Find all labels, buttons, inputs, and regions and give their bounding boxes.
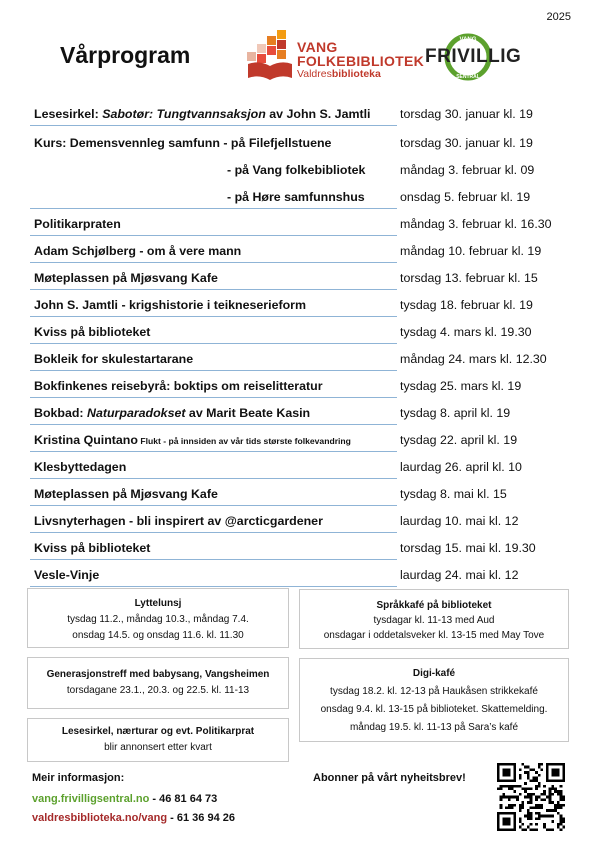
qr-module [535, 804, 538, 807]
qr-module [551, 793, 554, 796]
event-title [34, 433, 351, 447]
qr-module [527, 801, 530, 804]
qr-module [557, 826, 560, 829]
qr-module [530, 798, 533, 801]
qr-module [546, 828, 549, 831]
qr-module [546, 815, 549, 818]
qr-module [560, 785, 563, 788]
qr-module [557, 823, 560, 826]
qr-module [519, 809, 522, 812]
event-row [30, 560, 575, 587]
event-title [34, 568, 99, 582]
qr-module [530, 801, 533, 804]
qr-module [508, 785, 511, 788]
qr-module [535, 798, 538, 801]
qr-module [560, 798, 563, 801]
qr-module [505, 796, 508, 799]
qr-module [551, 828, 554, 831]
qr-module [500, 798, 503, 801]
qr-module [538, 804, 541, 807]
qr-module [549, 798, 552, 801]
qr-module [543, 823, 546, 826]
library-logo[interactable] [245, 30, 425, 82]
event-title-emphasis: Naturparadokset [87, 406, 186, 420]
qr-module [562, 826, 565, 829]
box-generasjonstreff-title: Generasjonstreff med babysang, Vangsheimen [46, 669, 270, 680]
qr-module [513, 804, 516, 807]
qr-module [532, 777, 535, 780]
qr-module [530, 807, 533, 810]
qr-module [532, 779, 535, 782]
qr-module [530, 793, 533, 796]
qr-module [519, 820, 522, 823]
library-logo-line2: FOLKEBIBLIOTEK [297, 53, 425, 69]
box-lesesirkel-title: Lesesirkel, nærturar og evt. Politikarprat [61, 726, 255, 737]
qr-module [521, 787, 524, 790]
box-digikafe [299, 658, 569, 742]
qr-module [562, 798, 565, 801]
qr-module [551, 785, 554, 788]
year-label: 2025 [546, 11, 571, 23]
event-title-text: Adam Schjølberg - om å vere mann [34, 244, 242, 258]
frivilligsentral-logo[interactable] [425, 32, 522, 82]
qr-module [560, 804, 563, 807]
qr-module [516, 785, 519, 788]
qr-module [538, 815, 541, 818]
library-link[interactable]: valdresbiblioteka.no/vang [32, 812, 168, 824]
qr-module [524, 787, 527, 790]
qr-module [554, 790, 557, 793]
qr-module [538, 782, 541, 785]
qr-module [508, 798, 511, 801]
box-sprakkafe [299, 589, 569, 649]
qr-module [500, 804, 503, 807]
library-logo-line3a: Valdres [297, 68, 332, 80]
box-sprakkafe-line1: tysdagar kl. 11-13 med Aud [373, 615, 495, 626]
library-logo-line3b: biblioteka [331, 68, 381, 80]
more-info-heading: Meir informasjon: [32, 772, 125, 784]
event-title-suffix: av Marit Beate Kasin [185, 406, 311, 420]
qr-module [549, 790, 552, 793]
qr-module [532, 828, 535, 831]
event-title [34, 136, 331, 150]
qr-module [519, 826, 522, 829]
qr-module [519, 785, 522, 788]
qr-module [527, 766, 530, 769]
frivilligsentral-ring-bottom: SENTRAL [456, 74, 480, 80]
box-lesesirkel [27, 718, 289, 762]
qr-module [519, 768, 522, 771]
event-title-text: Politikarpraten [34, 217, 121, 231]
qr-module [557, 801, 560, 804]
qr-module [562, 804, 565, 807]
qr-module [538, 766, 541, 769]
box-lyttelunsj-line1: tysdag 11.2., måndag 10.3., måndag 7.4. [67, 614, 249, 625]
qr-module [543, 785, 546, 788]
qr-module [500, 787, 503, 790]
qr-module [527, 771, 530, 774]
qr-module [530, 779, 533, 782]
qr-module [502, 768, 510, 776]
qr-module [535, 812, 538, 815]
qr-module [551, 801, 554, 804]
qr-module [535, 787, 538, 790]
event-row [30, 182, 575, 209]
qr-module [532, 793, 535, 796]
qr-module [557, 812, 560, 815]
qr-module [521, 828, 524, 831]
qr-module [535, 785, 538, 788]
box-digikafe-line1: tysdag 18.2. kl. 12-13 på Haukåsen strikkekafé [330, 686, 538, 697]
qr-module [541, 815, 544, 818]
qr-module [530, 817, 533, 820]
event-title-emphasis: Sabotør: Tungtvannsaksjon [102, 107, 266, 121]
qr-module [538, 817, 541, 820]
event-title-text: John S. Jamtli - krigshistorie i teikneserieform [34, 298, 306, 312]
qr-module [524, 815, 527, 818]
event-title-text: Bokbad: [34, 406, 88, 420]
qr-module [560, 790, 563, 793]
qr-module [562, 796, 565, 799]
qr-module [516, 798, 519, 801]
qr-module [541, 763, 544, 766]
box-generasjonstreff [27, 657, 289, 709]
qr-module [549, 809, 552, 812]
qr-module [527, 815, 530, 818]
qr-module [557, 793, 560, 796]
event-row [30, 209, 575, 236]
qr-module [554, 787, 557, 790]
qr-module [560, 815, 563, 818]
event-title-text: - på Vang folkebibliotek [227, 163, 366, 177]
box-digikafe-line3: måndag 19.5. kl. 11-13 på Sara’s kafé [349, 722, 519, 733]
qr-module [560, 828, 563, 831]
qr-module [511, 785, 514, 788]
event-title [34, 514, 323, 528]
event-title-text: Vesle-Vinje [34, 568, 100, 582]
event-date: torsdag 30. januar kl. 19 [400, 136, 533, 150]
qr-module [530, 828, 533, 831]
box-digikafe-line2: onsdag 9.4. kl. 13-15 på biblioteket. Skattemelding. [320, 704, 548, 715]
qr-module [524, 771, 527, 774]
event-row [30, 155, 575, 182]
qr-module [521, 807, 524, 810]
qr-module [500, 785, 503, 788]
event-title-suffix: av John S. Jamtli [265, 107, 371, 121]
qr-module [562, 820, 565, 823]
qr-module [541, 793, 544, 796]
event-date: torsdag 30. januar kl. 19 [400, 107, 533, 121]
event-list [30, 98, 575, 587]
qr-module [519, 817, 522, 820]
qr-module [546, 809, 549, 812]
qr-module [502, 817, 510, 825]
event-title-text: Møteplassen på Mjøsvang Kafe [34, 271, 218, 285]
frivilligsentral-word: FRIVILLIG [425, 46, 522, 67]
event-row [30, 126, 575, 155]
event-date: torsdag 15. mai kl. 19.30 [400, 541, 536, 555]
event-title-text: Møteplassen på Mjøsvang Kafe [34, 487, 218, 501]
qr-module [508, 796, 511, 799]
qr-module [549, 815, 552, 818]
qr-module [530, 823, 533, 826]
event-date: tysdag 22. april kl. 19 [400, 433, 518, 447]
event-title [34, 271, 218, 285]
qr-module [543, 815, 546, 818]
qr-module [535, 779, 538, 782]
qr-module [551, 809, 554, 812]
event-date: tysdag 8. mai kl. 15 [400, 487, 507, 501]
event-date: laurdag 10. mai kl. 12 [400, 514, 519, 528]
qr-module [557, 807, 560, 810]
event-row [30, 452, 575, 479]
qr-module [527, 809, 530, 812]
qr-module [549, 801, 552, 804]
qr-module [560, 793, 563, 796]
frivilligsentral-phone: - 46 81 64 73 [149, 793, 218, 805]
qr-module [524, 766, 527, 769]
event-title-text: Lesesirkel: [34, 107, 103, 121]
event-row [30, 425, 575, 452]
event-title [34, 406, 310, 420]
qr-module [508, 804, 511, 807]
box-lyttelunsj-title: Lyttelunsj [134, 598, 182, 609]
qr-module [541, 798, 544, 801]
qr-module [524, 782, 527, 785]
qr-module [538, 763, 541, 766]
qr-module [513, 790, 516, 793]
library-phone: - 61 36 94 26 [167, 812, 235, 824]
box-lyttelunsj [27, 588, 289, 648]
qr-module [519, 804, 522, 807]
qr-module [505, 785, 508, 788]
qr-module [524, 796, 527, 799]
qr-module [511, 804, 514, 807]
event-title-text: Kviss på biblioteket [34, 325, 151, 339]
qr-module [535, 796, 538, 799]
library-logo-line1: VANG [297, 39, 338, 55]
qr-module [532, 768, 535, 771]
box-generasjonstreff-line1: torsdagane 23.1., 20.3. og 22.5. kl. 11-13 [66, 685, 250, 696]
event-row [30, 506, 575, 533]
event-title [34, 298, 306, 312]
qr-module [519, 774, 522, 777]
event-date: måndag 3. februar kl. 09 [400, 163, 535, 177]
qr-module [530, 796, 533, 799]
event-title [34, 217, 121, 231]
qr-module [560, 823, 563, 826]
event-title-text: Bokleik for skulestartarane [34, 352, 194, 366]
event-title-text: Bokfinkenes reisebyrå: boktips om reiselitteratur [34, 379, 323, 393]
qr-module [524, 790, 527, 793]
event-row [30, 371, 575, 398]
qr-module [551, 787, 554, 790]
qr-module [551, 768, 559, 776]
qr-module [524, 828, 527, 831]
qr-module [521, 804, 524, 807]
qr-module [538, 807, 541, 810]
newsletter-label: Abonner på vårt nyheitsbrev! [313, 772, 466, 784]
row-divider [30, 586, 397, 587]
qr-module [505, 807, 508, 810]
qr-module [497, 787, 500, 790]
event-row [30, 317, 575, 344]
event-title [34, 487, 218, 501]
box-sprakkafe-line2: onsdagar i oddetalsveker kl. 13-15 med May Tove [323, 630, 545, 641]
event-date: onsdag 5. februar kl. 19 [400, 190, 531, 204]
qr-module [527, 787, 530, 790]
qr-module [538, 796, 541, 799]
qr-module [535, 777, 538, 780]
box-sprakkafe-title: Språkkafé på biblioteket [376, 600, 492, 611]
qr-module [527, 793, 530, 796]
event-date: måndag 24. mars kl. 12.30 [400, 352, 547, 366]
qr-module [549, 787, 552, 790]
qr-module [530, 787, 533, 790]
qr-module [538, 774, 541, 777]
qr-module [527, 796, 530, 799]
qr-module [560, 796, 563, 799]
event-title [34, 352, 193, 366]
event-title [34, 379, 323, 393]
box-lesesirkel-line1: blir annonsert etter kvart [104, 742, 212, 753]
event-row [30, 344, 575, 371]
event-title [34, 460, 126, 474]
qr-module [516, 796, 519, 799]
qr-module [535, 771, 538, 774]
qr-module [535, 817, 538, 820]
event-date: måndag 10. februar kl. 19 [400, 244, 542, 258]
qr-module [560, 817, 563, 820]
qr-module [511, 796, 514, 799]
qr-module [511, 787, 514, 790]
event-date: måndag 3. februar kl. 16.30 [400, 217, 552, 231]
event-title-text: - på Høre samfunnshus [227, 190, 365, 204]
event-date: torsdag 13. februar kl. 15 [400, 271, 538, 285]
qr-module [502, 796, 505, 799]
event-title-text: Livsnyterhagen - bli inspirert av @arcticgardener [34, 514, 323, 528]
event-subtitle: Flukt - på innsiden av vår tids største folkevandring [137, 436, 351, 446]
event-date: tysdag 8. april kl. 19 [400, 406, 511, 420]
qr-module [535, 823, 538, 826]
qr-module [527, 774, 530, 777]
qr-module [502, 793, 505, 796]
page-title: Vårprogram [60, 42, 191, 68]
event-title-text: Kurs: Demensvennleg samfunn - på Filefjellstuene [34, 136, 332, 150]
qr-module [554, 809, 557, 812]
event-date: laurdag 26. april kl. 10 [400, 460, 522, 474]
qr-module [562, 817, 565, 820]
qr-module [521, 823, 524, 826]
qr-module [519, 777, 522, 780]
qr-module [532, 807, 535, 810]
qr-module [530, 815, 533, 818]
qr-module [508, 807, 511, 810]
event-title [34, 107, 371, 121]
qr-module [535, 828, 538, 831]
qr-module [541, 768, 544, 771]
qr-module [549, 828, 552, 831]
qr-module [546, 796, 549, 799]
qr-module [521, 801, 524, 804]
qr-module [513, 785, 516, 788]
event-row [30, 263, 575, 290]
frivilligsentral-link[interactable]: vang.frivilligsentral.no [32, 793, 150, 805]
qr-module [543, 793, 546, 796]
qr-module [527, 777, 530, 780]
box-lyttelunsj-line2: onsdag 14.5. og onsdag 11.6. kl. 11.30 [72, 630, 244, 641]
qr-module [535, 807, 538, 810]
event-date: tysdag 18. februar kl. 19 [400, 298, 533, 312]
qr-module [527, 817, 530, 820]
qr-module [527, 826, 530, 829]
event-row [30, 236, 575, 263]
event-title-text: Kviss på biblioteket [34, 541, 151, 555]
event-title [34, 325, 150, 339]
qr-module [557, 804, 560, 807]
library-logo-icon [245, 30, 295, 82]
qr-module [541, 807, 544, 810]
qr-module [560, 820, 563, 823]
event-date: tysdag 4. mars kl. 19.30 [400, 325, 532, 339]
event-title-text: Kristina Quintano [34, 433, 138, 447]
qr-module [500, 796, 503, 799]
qr-module [541, 804, 544, 807]
qr-module [502, 785, 505, 788]
event-title [227, 163, 365, 177]
qr-module [519, 793, 522, 796]
qr-module [560, 807, 563, 810]
frivilligsentral-ring-top: VANG [459, 37, 477, 43]
qr-module [508, 787, 511, 790]
event-date: tysdag 25. mars kl. 19 [400, 379, 522, 393]
event-title [227, 190, 365, 204]
box-digikafe-title: Digi-kafé [412, 668, 456, 679]
qr-module [527, 812, 530, 815]
qr-module [554, 804, 557, 807]
qr-module [557, 790, 560, 793]
qr-module [538, 812, 541, 815]
qr-module [551, 820, 554, 823]
qr-code-icon[interactable] [497, 763, 565, 831]
qr-module [511, 807, 514, 810]
qr-module [549, 793, 552, 796]
qr-module [543, 798, 546, 801]
qr-module [543, 826, 546, 829]
qr-module [513, 796, 516, 799]
event-date: laurdag 24. mai kl. 12 [400, 568, 519, 582]
qr-module [549, 796, 552, 799]
event-title [34, 244, 241, 258]
event-row [30, 533, 575, 560]
event-row [30, 398, 575, 425]
qr-module [551, 815, 554, 818]
qr-module [554, 807, 557, 810]
qr-module [530, 812, 533, 815]
qr-module [521, 763, 524, 766]
qr-module [543, 790, 546, 793]
event-row [30, 290, 575, 317]
qr-module [538, 785, 541, 788]
qr-module [500, 807, 503, 810]
event-title [34, 541, 150, 555]
event-row [30, 479, 575, 506]
event-row [30, 98, 575, 126]
qr-module [519, 807, 522, 810]
event-title-text: Klesbyttedagen [34, 460, 127, 474]
qr-module [530, 768, 533, 771]
